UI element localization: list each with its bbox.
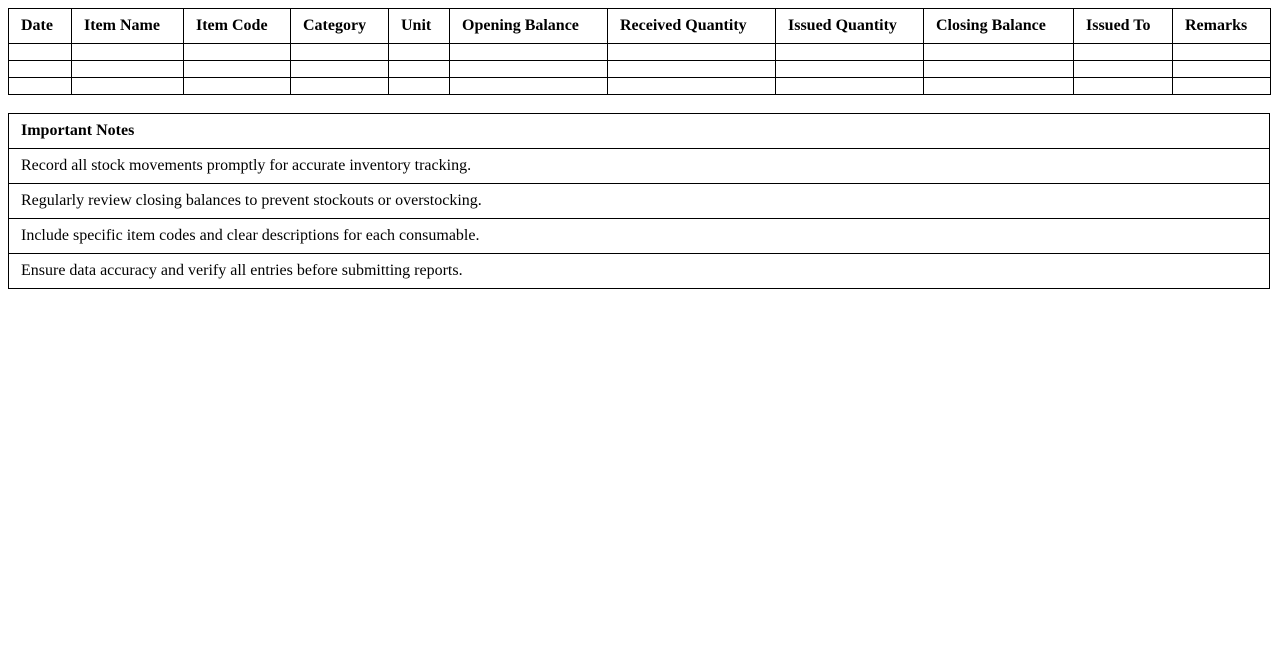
table-cell[interactable] [184, 78, 291, 95]
table-cell[interactable] [72, 78, 184, 95]
notes-title: Important Notes [9, 114, 1270, 149]
table-cell[interactable] [450, 78, 608, 95]
note-row [9, 149, 1270, 184]
table-cell[interactable] [1074, 78, 1173, 95]
table-cell[interactable] [9, 78, 72, 95]
header-closing-balance: Closing Balance [924, 9, 1074, 44]
table-cell[interactable] [924, 78, 1074, 95]
table-cell[interactable] [184, 61, 291, 78]
note-row [9, 219, 1270, 254]
table-cell[interactable] [608, 78, 776, 95]
page-content [8, 8, 1270, 289]
table-cell[interactable] [1074, 61, 1173, 78]
table-row [9, 44, 1271, 61]
table-cell[interactable] [184, 44, 291, 61]
header-received-quantity: Received Quantity [608, 9, 776, 44]
table-cell[interactable] [776, 44, 924, 61]
table-cell[interactable] [1173, 78, 1271, 95]
table-row [9, 78, 1271, 95]
table-cell[interactable] [9, 44, 72, 61]
table-cell[interactable] [1173, 44, 1271, 61]
header-unit: Unit [389, 9, 450, 44]
header-date: Date [9, 9, 72, 44]
table-cell[interactable] [389, 78, 450, 95]
note-item: Record all stock movements promptly for accurate inventory tracking. [9, 149, 1270, 184]
table-cell[interactable] [389, 61, 450, 78]
note-item: Include specific item codes and clear descriptions for each consumable. [9, 219, 1270, 254]
header-item-name: Item Name [72, 9, 184, 44]
important-notes-table [8, 113, 1270, 289]
table-cell[interactable] [924, 44, 1074, 61]
header-issued-quantity: Issued Quantity [776, 9, 924, 44]
header-category: Category [291, 9, 389, 44]
note-item: Regularly review closing balances to prevent stockouts or overstocking. [9, 184, 1270, 219]
note-row [9, 254, 1270, 289]
table-cell[interactable] [72, 61, 184, 78]
note-item: Ensure data accuracy and verify all entries before submitting reports. [9, 254, 1270, 289]
table-row [9, 61, 1271, 78]
table-cell[interactable] [72, 44, 184, 61]
table-cell[interactable] [1173, 61, 1271, 78]
table-cell[interactable] [776, 78, 924, 95]
table-cell[interactable] [1074, 44, 1173, 61]
table-cell[interactable] [450, 44, 608, 61]
note-row [9, 184, 1270, 219]
header-opening-balance: Opening Balance [450, 9, 608, 44]
table-cell[interactable] [291, 44, 389, 61]
header-issued-to: Issued To [1074, 9, 1173, 44]
table-cell[interactable] [776, 61, 924, 78]
table-cell[interactable] [608, 61, 776, 78]
table-cell[interactable] [608, 44, 776, 61]
table-cell[interactable] [924, 61, 1074, 78]
header-remarks: Remarks [1173, 9, 1271, 44]
stock-register-table [8, 8, 1271, 95]
table-cell[interactable] [389, 44, 450, 61]
table-cell[interactable] [291, 78, 389, 95]
header-item-code: Item Code [184, 9, 291, 44]
table-cell[interactable] [450, 61, 608, 78]
table-cell[interactable] [291, 61, 389, 78]
notes-title-row [9, 114, 1270, 149]
table-cell[interactable] [9, 61, 72, 78]
header-row [9, 9, 1271, 44]
